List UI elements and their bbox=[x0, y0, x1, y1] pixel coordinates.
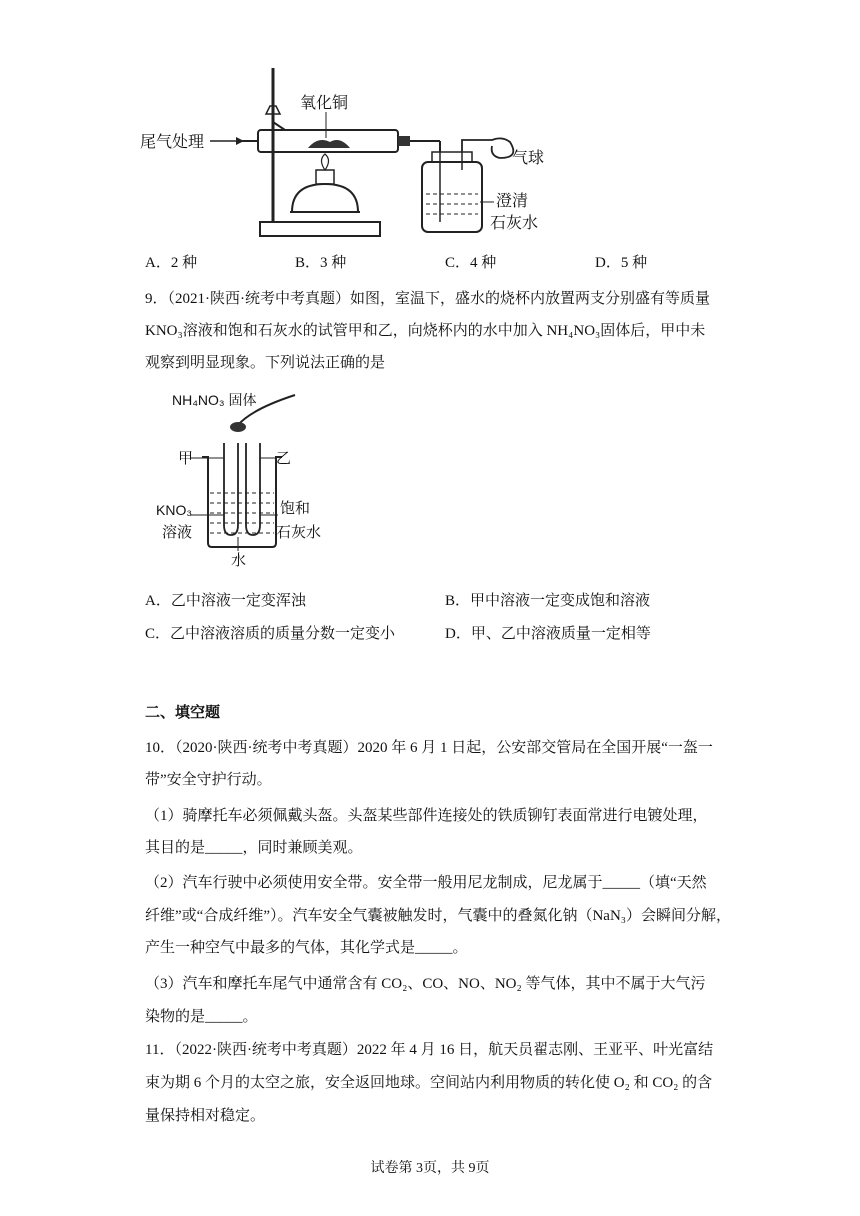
q8-option-a: A．2 种 bbox=[145, 255, 198, 271]
label-water: 水 bbox=[231, 552, 247, 569]
q8-option-b: B．3 种 bbox=[295, 255, 347, 271]
q9-line-3: 观察到明显现象。下列说法正确的是 bbox=[145, 355, 386, 371]
apparatus-figure-copper-oxide bbox=[140, 62, 545, 244]
q8-option-c: C．4 种 bbox=[445, 255, 497, 271]
q10-line-7: 产生一种空气中最多的气体，其化学式是_____。 bbox=[145, 940, 468, 956]
page-footer: 试卷第 3页，共 9页 bbox=[370, 1161, 490, 1176]
q10-line-6: 纤维”或“合成纤维”）。汽车安全气囊被触发时，气囊中的叠氮化钠（NaN₃）会瞬间分解， bbox=[145, 908, 732, 924]
q10-line-1: 10．（2020·陕西·统考中考真题）2020 年 6 月 1 日起，公安部交管局在全国开展“一盔一 bbox=[145, 740, 713, 756]
q10-line-8: （3）汽车和摩托车尾气中通常含有 CO₂、CO、NO、NO₂ 等气体，其中不属于大气污 bbox=[145, 976, 706, 992]
label-saturated: 饱和 bbox=[280, 500, 311, 517]
label-solution: 溶液 bbox=[162, 524, 193, 541]
label-limewater: 石灰水 bbox=[276, 524, 322, 541]
q9-option-a: A．乙中溶液一定变浑浊 bbox=[145, 593, 306, 609]
label-balloon: 气球 bbox=[512, 150, 545, 167]
section-heading-fill-blank: 二、填空题 bbox=[145, 704, 221, 721]
q10-line-2: 带”安全守护行动。 bbox=[145, 772, 272, 788]
q9-line-1: 9．（2021·陕西·统考中考真题）如图，室温下，盛水的烧杯内放置两支分别盛有等质量 bbox=[145, 291, 710, 307]
q11-line-3: 量保持相对稳定。 bbox=[145, 1108, 266, 1124]
q9-option-c: C．乙中溶液溶质的质量分数一定变小 bbox=[145, 626, 396, 642]
beaker-test-tube-figure bbox=[150, 385, 330, 570]
q10-line-5: （2）汽车行驶中必须使用安全带。安全带一般用尼龙制成，尼龙属于_____（填“天然 bbox=[145, 875, 707, 891]
q10-line-3: （1）骑摩托车必须佩戴头盔。头盔某些部件连接处的铁质铆钉表面常进行电镀处理， bbox=[145, 808, 708, 824]
label-tail-gas: 尾气处理 bbox=[140, 134, 205, 151]
label-kno3: KNO₃ bbox=[156, 502, 193, 518]
label-nh4no3-solid: NH₄NO₃ 固体 bbox=[172, 392, 257, 408]
label-limewater-2: 石灰水 bbox=[490, 215, 539, 232]
label-tube-jia: 甲 bbox=[178, 450, 194, 467]
label-tube-yi: 乙 bbox=[276, 450, 292, 467]
label-copper-oxide: 氧化铜 bbox=[300, 95, 349, 112]
label-limewater-1: 澄清 bbox=[496, 193, 529, 210]
q9-option-d: D．甲、乙中溶液质量一定相等 bbox=[445, 626, 651, 642]
q9-line-2: KNO₃溶液和饱和石灰水的试管甲和乙，向烧杯内的水中加入 NH₄NO₃固体后，甲中未 bbox=[145, 323, 706, 339]
q11-line-1: 11．（2022·陕西·统考中考真题）2022 年 4 月 16 日，航天员翟志刚、王亚平、叶光富结 bbox=[145, 1042, 714, 1058]
q8-option-d: D．5 种 bbox=[595, 255, 648, 271]
q11-line-2: 束为期 6 个月的太空之旅，安全返回地球。空间站内利用物质的转化使 O₂ 和 CO₂ 的含 bbox=[145, 1075, 713, 1091]
q10-line-9: 染物的是_____。 bbox=[145, 1009, 258, 1025]
q10-line-4: 其目的是_____，同时兼顾美观。 bbox=[145, 840, 363, 856]
q9-option-b: B．甲中溶液一定变成饱和溶液 bbox=[445, 593, 651, 609]
